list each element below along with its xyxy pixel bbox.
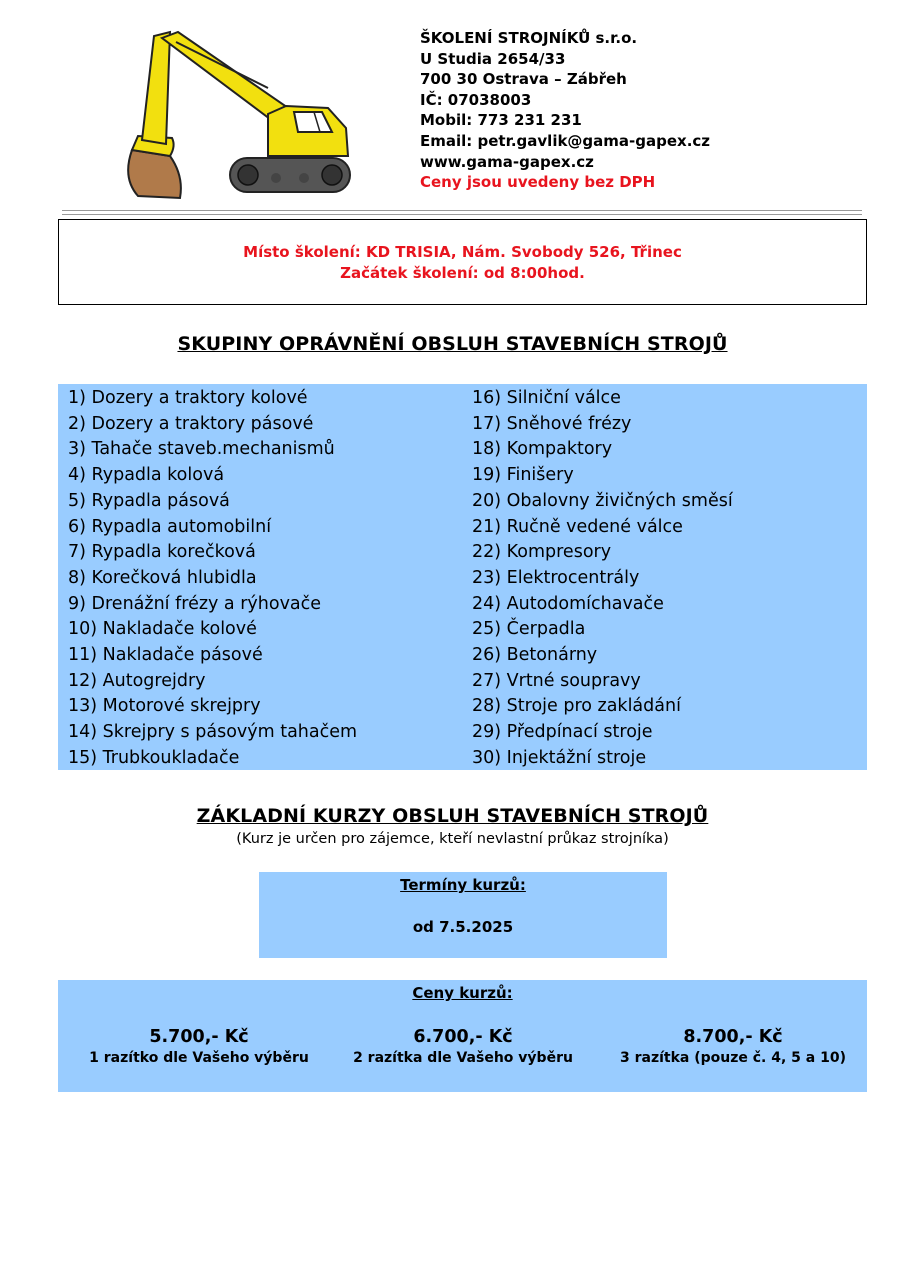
group-item: 10) Nakladače kolové bbox=[68, 619, 257, 640]
terms-box bbox=[259, 872, 667, 958]
group-item: 18) Kompaktory bbox=[472, 439, 613, 460]
group-item: 1) Dozery a traktory kolové bbox=[68, 388, 308, 408]
group-item: 7) Rypadla korečková bbox=[68, 542, 256, 563]
group-item: 25) Čerpadla bbox=[472, 619, 586, 640]
group-item: 12) Autogrejdry bbox=[68, 670, 206, 691]
group-item: 22) Kompresory bbox=[472, 542, 612, 563]
price-amount: 8.700,- Kč bbox=[683, 1027, 783, 1047]
divider-line bbox=[62, 210, 862, 211]
group-item: 6) Rypadla automobilní bbox=[68, 516, 272, 537]
courses-heading: ZÁKLADNÍ KURZY OBSLUH STAVEBNÍCH STROJŮ bbox=[196, 805, 709, 827]
training-place: Místo školení: KD TRISIA, Nám. Svobody 526, Třinec bbox=[243, 243, 682, 261]
price-description: 1 razítko dle Vašeho výběru bbox=[89, 1050, 309, 1066]
excavator-logo bbox=[118, 28, 354, 206]
company-email[interactable]: Email: petr.gavlik@gama-gapex.cz bbox=[420, 131, 711, 150]
group-item: 5) Rypadla pásová bbox=[68, 490, 230, 511]
company-website[interactable]: www.gama-gapex.cz bbox=[420, 152, 594, 171]
groups-heading: SKUPINY OPRÁVNĚNÍ OBSLUH STAVEBNÍCH STROJŮ bbox=[177, 333, 728, 355]
group-item: 19) Finišery bbox=[472, 465, 574, 486]
training-info-box bbox=[58, 219, 867, 305]
group-item: 26) Betonárny bbox=[472, 645, 598, 666]
price-item bbox=[64, 1026, 334, 1068]
training-start: Začátek školení: od 8:00hod. bbox=[340, 264, 585, 282]
group-item: 11) Nakladače pásové bbox=[68, 645, 263, 666]
price-description: 2 razítka dle Vašeho výběru bbox=[353, 1050, 573, 1066]
price-item bbox=[598, 1026, 868, 1068]
divider-line bbox=[62, 214, 862, 215]
group-item: 15) Trubkoukladače bbox=[68, 747, 240, 768]
group-item: 23) Elektrocentrály bbox=[472, 567, 640, 588]
groups-panel bbox=[58, 384, 867, 770]
groups-list-left bbox=[68, 386, 357, 772]
company-mobile: Mobil: 773 231 231 bbox=[420, 111, 582, 130]
group-item: 14) Skrejpry s pásovým tahačem bbox=[68, 722, 358, 743]
price-description: 3 razítka (pouze č. 4, 5 a 10) bbox=[619, 1050, 846, 1066]
group-item: 2) Dozery a traktory pásové bbox=[68, 413, 314, 434]
group-item: 9) Drenážní frézy a rýhovače bbox=[68, 593, 322, 614]
price-amount: 5.700,- Kč bbox=[149, 1027, 249, 1047]
company-name: ŠKOLENÍ STROJNÍKŮ s.r.o. bbox=[420, 29, 638, 47]
group-item: 21) Ručně vedené válce bbox=[472, 516, 683, 537]
company-info bbox=[420, 28, 710, 193]
price-item bbox=[328, 1026, 598, 1068]
group-item: 3) Tahače staveb.mechanismů bbox=[68, 439, 335, 460]
group-item: 28) Stroje pro zakládání bbox=[472, 696, 681, 717]
group-item: 4) Rypadla kolová bbox=[68, 465, 225, 486]
prices-title: Ceny kurzů: bbox=[412, 984, 513, 1002]
group-item: 20) Obalovny živičných směsí bbox=[472, 490, 733, 511]
company-street: U Studia 2654/33 bbox=[420, 49, 566, 68]
group-item: 8) Korečková hlubidla bbox=[68, 567, 257, 588]
group-item: 29) Předpínací stroje bbox=[472, 722, 653, 743]
vat-note: Ceny jsou uvedeny bez DPH bbox=[420, 173, 656, 192]
courses-note: (Kurz je určen pro zájemce, kteří nevlastní průkaz strojníka) bbox=[236, 831, 669, 847]
group-item: 30) Injektážní stroje bbox=[472, 747, 647, 768]
price-amount: 6.700,- Kč bbox=[413, 1027, 513, 1047]
company-ico: IČ: 07038003 bbox=[420, 90, 532, 109]
group-item: 24) Autodomíchavače bbox=[472, 593, 664, 614]
terms-date: od 7.5.2025 bbox=[412, 918, 514, 936]
group-item: 16) Silniční válce bbox=[472, 388, 621, 408]
group-item: 13) Motorové skrejpry bbox=[68, 696, 261, 717]
group-item: 17) Sněhové frézy bbox=[472, 413, 632, 434]
group-item: 27) Vrtné soupravy bbox=[472, 670, 641, 691]
terms-title: Termíny kurzů: bbox=[400, 876, 526, 894]
groups-list-right bbox=[472, 386, 733, 772]
company-city: 700 30 Ostrava – Zábřeh bbox=[420, 70, 627, 89]
prices-box bbox=[58, 980, 867, 1092]
